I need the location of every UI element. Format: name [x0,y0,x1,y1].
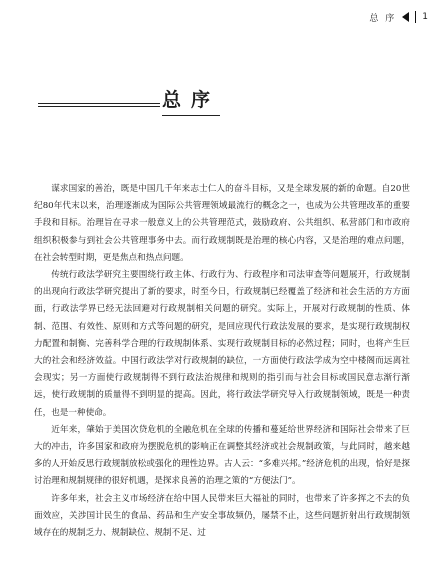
body-text [34,181,410,542]
running-head-title: 总 序 [369,13,397,24]
chapter-title: 总序 [162,89,221,111]
paragraph: 谋求国家的善治，既是中国几千年来志士仁人的奋斗目标，又是全球发展的新的命题。自20世纪80年代末以来，治理逐渐成为国际公共管理领域最流行的概念之一，也成为公共管理改革的重要手段和目标。治理旨在寻求一般意义上的公共管理范式，鼓励政府、公共组织、私营部门和市政府组织积极参与到社会公共管理事务中去。而行政规制既是治理的核心内容，又是治理的难点问题，在社会转型时期，更是焦点和热点问题。 [34,184,410,263]
paragraph: 许多年来，社会主义市场经济在给中国人民带来巨大福祉的同时，也带来了许多挥之不去的负面效应，关涉国计民生的食品、药品和生产安全事故频仍，屡禁不止，这些问题折射出行政规制领域存在的规制乏力、规制缺位、规制不足、过 [34,493,410,539]
chapter-title-block [38,88,328,122]
running-head [369,10,428,24]
page-number: 1 [422,12,428,22]
running-head-divider [415,11,416,23]
title-rule-top [38,103,160,104]
paragraph: 近年来，肇始于美国次贷危机的全融危机在全球的传播和蔓延给世界经济和国际社会带来了巨大的冲击，许多国家和政府为摆脱危机的影响正在调整其经济或社会规制政策，与此同时，越来越多的人开始反思行政规制放松或强化的理性边界。古人云：“多难兴邦。”经济危机的出现，恰好是探讨治理和规制规律的很好机遇，是探求良善的治理之策的“方便法门”。 [34,424,410,487]
title-underline [162,115,220,116]
title-rule-bottom [38,106,160,107]
triangle-marker-icon [402,12,409,22]
paragraph: 传统行政法学研究主要围绕行政主体、行政行为、行政程序和司法审查等问题展开，行政规制的出现向行政法学研究提出了新的要求，时至今日，行政规制已经覆盖了经济和社会生活的方方面面，行政法学界已经无法回避对行政规制相关问题的研究。实际上，开展对行政规制的性质、体制、范围、有效性、原则和方式等问题的研究，是回应现代行政法发展的要求，是实现行政规制权力配置和制衡、完善科学合理的行政规制体系、实现行政规制目标的必然过程；同时，也将产生巨大的社会和经济效益。中国行政法学对行政规制的缺位，一方面使行政法学成为空中楼阁而远离社会现实；另一方面使行政规制得不到行政法治规律和规则的指引而与社会目标或国民意志渐行渐远，使行政规制的质量得不到明显的提高。因此，将行政法学研究导入行政规制领域，既是一种责任，也是一种使命。 [34,270,410,418]
